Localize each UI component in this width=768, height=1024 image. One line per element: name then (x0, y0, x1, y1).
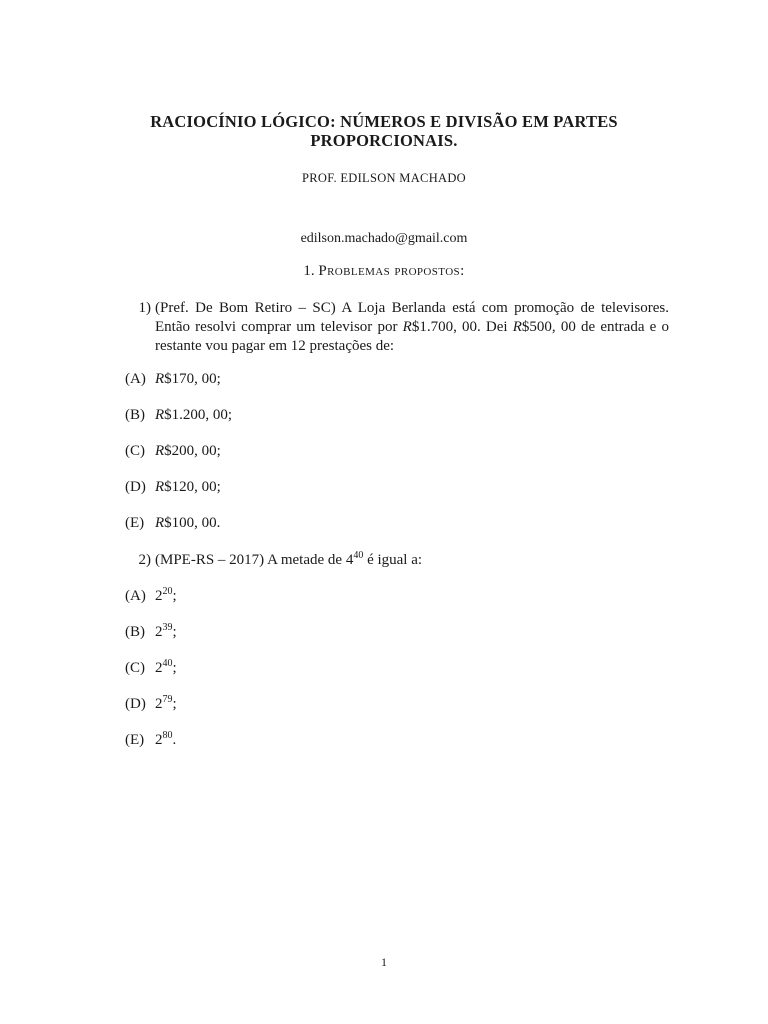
problem-2 (129, 551, 669, 570)
problem-number: 1) (138, 300, 151, 316)
option-2c: (C) $2^{40}$; (125, 658, 177, 676)
option-1c: (C) R$200, 00; (125, 443, 221, 459)
section-number: 1. (303, 263, 315, 279)
option-2e: (E) $2^{80}$. (125, 730, 177, 748)
document-title (100, 112, 668, 150)
option-1e: (E) R$100, 00. (125, 515, 221, 531)
option-2a: (A) $2^{20}$; (125, 586, 177, 604)
option-2b: (B) $2^{39}$; (125, 622, 177, 640)
problem-1 (129, 299, 669, 356)
title-line-1: RACIOCÍNIO LÓGICO: NÚMEROS E DIVISÃO EM PARTES (150, 112, 618, 131)
problem-statement: (Pref. De Bom Retiro – SC) A Loja Berlanda está com promoção de televisores. Então resolvi comprar um televisor por R$1.700, 00. Dei R$500, 00 de entrada e o restante vou pagar em 12 prestações de: (155, 300, 669, 354)
page-number: 1 (381, 955, 387, 969)
author-email: edilson.machado@gmail.com (300, 231, 468, 246)
problem-number: 2) (138, 552, 151, 568)
option-1d: (D) R$120, 00; (125, 479, 221, 495)
section-heading (100, 263, 668, 280)
option-1b: (B) R$1.200, 00; (125, 407, 233, 423)
section-title: Problemas propostos: (318, 263, 465, 279)
option-1a: (A) R$170, 00; (125, 371, 221, 387)
option-2d: (D) $2^{79}$; (125, 694, 177, 712)
title-line-2: PROPORCIONAIS. (310, 131, 458, 150)
author-name: PROF. EDILSON MACHADO (302, 171, 466, 185)
problem-statement: (MPE-RS – 2017) A metade de $4^{40}$ é igual a: (155, 550, 423, 568)
